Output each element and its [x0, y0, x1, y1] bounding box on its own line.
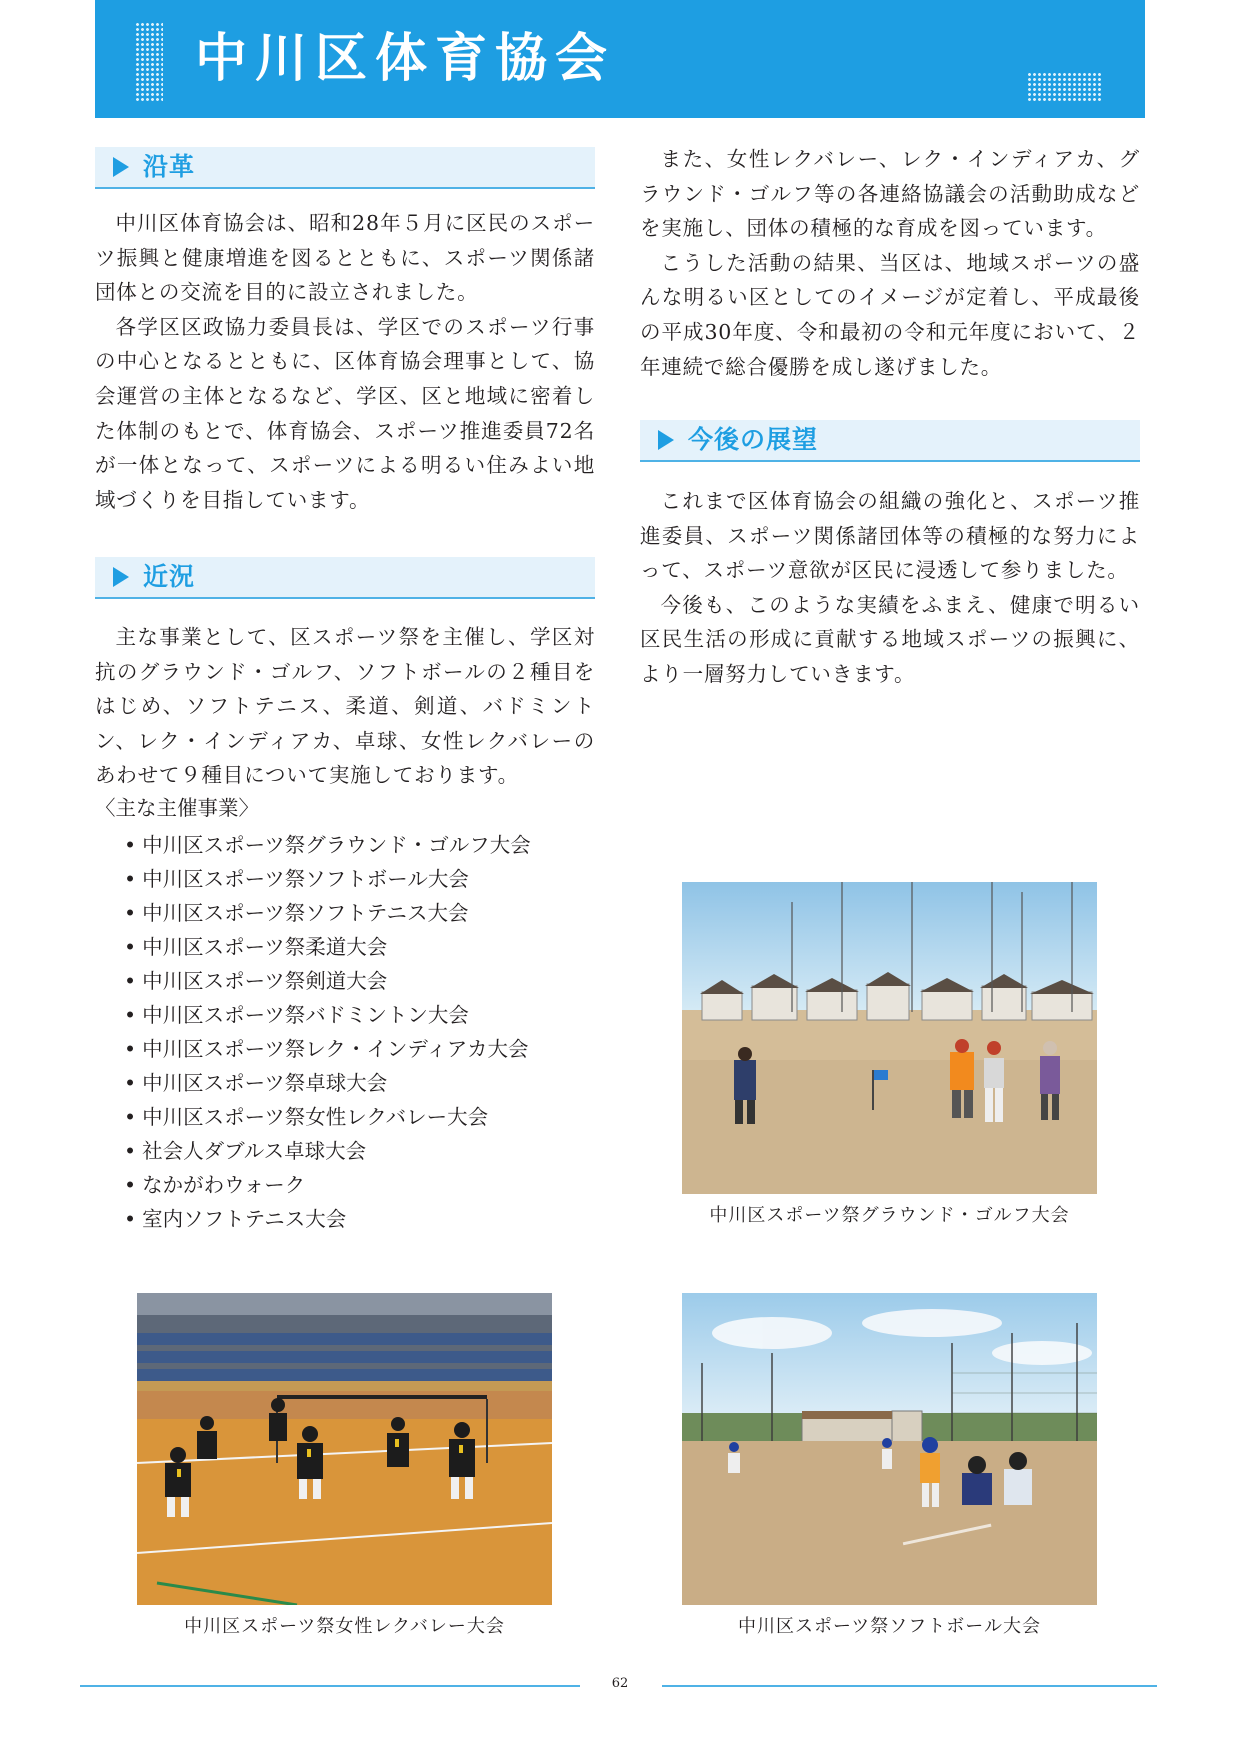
paragraph: 中川区体育協会は、昭和28年５月に区民のスポーツ振興と健康増進を図るとともに、スポーツ関係諸団体との交流を目的に設立されました。	[95, 211, 595, 305]
list-item: • 中川区スポーツ祭剣道大会	[124, 964, 531, 998]
list-item: • 中川区スポーツ祭ソフトボール大会	[124, 862, 531, 896]
softball-caption: 中川区スポーツ祭ソフトボール大会	[738, 1616, 1041, 1637]
list-item: • なかがわウォーク	[124, 1168, 531, 1202]
list-item: • 中川区スポーツ祭レク・インディアカ大会	[124, 1032, 531, 1066]
list-item: • 中川区スポーツ祭グラウンド・ゴルフ大会	[124, 828, 531, 862]
recent-text	[95, 620, 595, 793]
list-item: • 中川区スポーツ祭卓球大会	[124, 1066, 531, 1100]
page-title: 中川区体育協会	[195, 29, 616, 89]
triangle-icon	[113, 157, 129, 177]
events-list	[124, 828, 531, 1236]
dot-pattern-right	[1027, 72, 1103, 102]
section-heading-outlook	[640, 420, 1140, 462]
list-item: • 中川区スポーツ祭女性レクバレー大会	[124, 1100, 531, 1134]
ground-golf-photo	[682, 882, 1097, 1194]
dot-pattern-left	[135, 22, 163, 102]
list-item: • 中川区スポーツ祭バドミントン大会	[124, 998, 531, 1032]
section-title-recent: 近況	[143, 562, 196, 591]
paragraph: 各学区区政協力委員長は、学区でのスポーツ行事の中心となるとともに、区体育協会理事として、協会運営の主体となるなど、学区、区と地域に密着した体制のもとで、体育協会、スポーツ推進委員72名が一体となって、スポーツによる明るい住みよい地域づくりを目指しています。	[95, 314, 595, 512]
list-item: • 中川区スポーツ祭ソフトテニス大会	[124, 896, 531, 930]
page-number: 62	[611, 1676, 629, 1691]
triangle-icon	[113, 567, 129, 587]
list-item: • 社会人ダブルス卓球大会	[124, 1134, 531, 1168]
history-text	[95, 206, 595, 517]
paragraph: 主な事業として、区スポーツ祭を主催し、学区対抗のグラウンド・ゴルフ、ソフトボールの２種目をはじめ、ソフトテニス、柔道、剣道、バドミントン、レク・インディアカ、卓球、女性レクバレーのあわせて９種目について実施しております。	[95, 625, 595, 788]
title-banner	[95, 0, 1145, 118]
footer-rule-right	[662, 1685, 1157, 1687]
section-title-history: 沿革	[143, 152, 196, 181]
outlook-text	[640, 484, 1140, 692]
volleyball-caption: 中川区スポーツ祭女性レクバレー大会	[184, 1616, 505, 1637]
list-item: • 中川区スポーツ祭柔道大会	[124, 930, 531, 964]
section-heading-history	[95, 147, 595, 189]
paragraph: こうした活動の結果、当区は、地域スポーツの盛んな明るい区としてのイメージが定着し、平成最後の平成30年度、令和最初の令和元年度において、２年連続で総合優勝を成し遂げました。	[640, 250, 1140, 379]
list-item: • 室内ソフトテニス大会	[124, 1202, 531, 1236]
section-title-outlook: 今後の展望	[688, 425, 819, 454]
volleyball-photo	[137, 1293, 552, 1605]
ground-golf-caption: 中川区スポーツ祭グラウンド・ゴルフ大会	[709, 1205, 1070, 1226]
section-heading-recent	[95, 557, 595, 599]
right-column-text	[640, 142, 1140, 384]
events-label: 〈主な主催事業〉	[95, 796, 259, 820]
softball-photo	[682, 1293, 1097, 1605]
paragraph: これまで区体育協会の組織の強化と、スポーツ推進委員、スポーツ関係諸団体等の積極的な努力によって、スポーツ意欲が区民に浸透して参りました。	[640, 489, 1140, 583]
paragraph: 今後も、このような実績をふまえ、健康で明るい区民生活の形成に貢献する地域スポーツの振興に、より一層努力していきます。	[640, 592, 1140, 686]
triangle-icon	[658, 430, 674, 450]
footer-rule-left	[80, 1685, 580, 1687]
paragraph: また、女性レクバレー、レク・インディアカ、グラウンド・ゴルフ等の各連絡協議会の活動助成などを実施し、団体の積極的な育成を図っています。	[640, 147, 1140, 241]
